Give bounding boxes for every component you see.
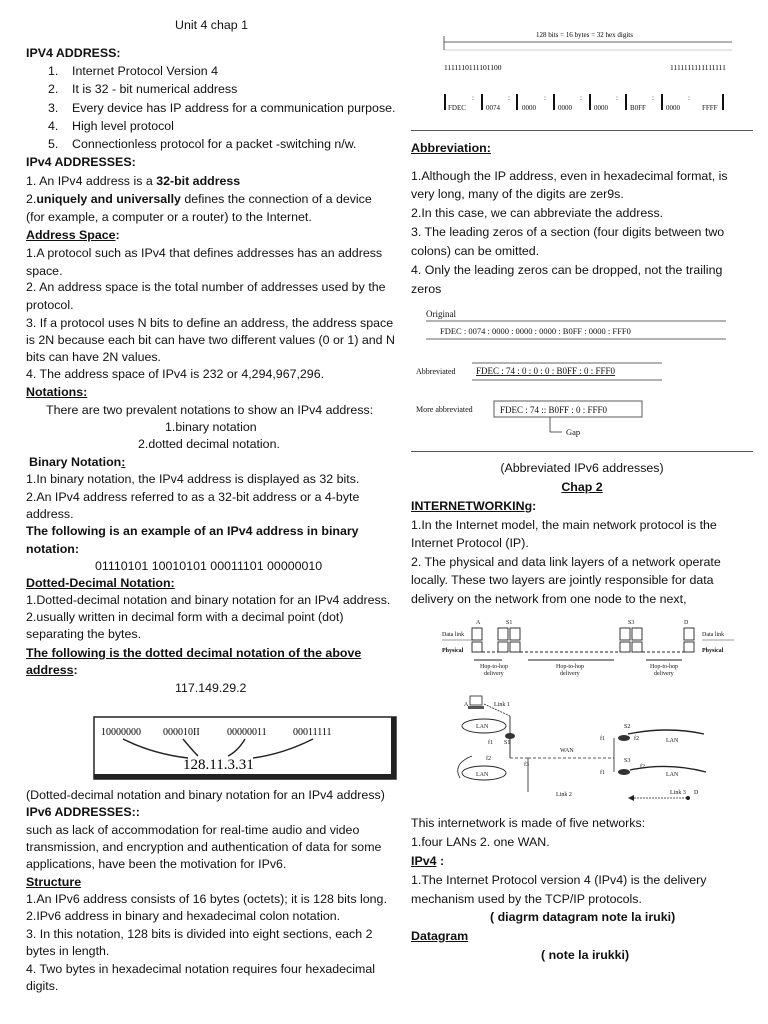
hop-label: delivery — [560, 671, 580, 677]
abbreviation-heading: Abbreviation: — [411, 141, 491, 155]
paragraph-line: 3. The leading zeros of a section (four digits between two — [411, 225, 725, 239]
internetwork-diagram — [438, 616, 740, 804]
layer-label: Data link — [702, 632, 725, 638]
keyboard-icon — [468, 706, 484, 709]
node-label: S1 — [506, 620, 513, 626]
chapter-heading: Chap 2 — [561, 480, 603, 494]
svg-text::: : — [688, 94, 690, 102]
paragraph-line: transmission, and encryption and authentication of data for some — [26, 840, 382, 854]
heading-suffix: g: — [524, 499, 537, 513]
paragraph-line: notation: — [26, 542, 79, 556]
hex-group: B0FF — [630, 104, 646, 112]
paragraph-line: 1.In binary notation, the IPv4 address is displayed as 32 bits. — [26, 472, 360, 486]
dotted-decimal-heading: Dotted-Decimal Notation: — [26, 576, 175, 590]
network-label: LAN — [666, 738, 679, 744]
paragraph-line: 2.dotted decimal notation. — [138, 437, 280, 451]
paragraph-line: applications, have been the motivation for IPv6. — [26, 857, 287, 871]
more-abbreviated-value: FDEC : 74 :: B0FF : 0 : FFF0 — [500, 405, 608, 415]
svg-text::: : — [472, 94, 474, 102]
paragraph-line: address. — [26, 507, 74, 521]
hex-group: 0000 — [666, 104, 680, 112]
binary-example: 01110101 10010101 00011101 00000010 — [95, 559, 323, 573]
network-label: LAN — [476, 772, 489, 778]
paragraph-line: 1.A protocol such as IPv4 that defines addresses has an address — [26, 246, 383, 260]
original-value: FDEC : 0074 : 0000 : 0000 : 0000 : B0FF : 0000 : FFF0 — [440, 326, 631, 336]
network-label: LAN — [666, 772, 679, 778]
paragraph-line: 2.IPv6 address in binary and hexadecimal colon notation. — [26, 909, 341, 923]
computer-icon — [470, 696, 482, 705]
paragraph-line: colons) can be omitted. — [411, 244, 540, 258]
abbreviated-value: FDEC : 74 : 0 : 0 : 0 : B0FF : 0 : FFF0 — [476, 366, 616, 376]
abbreviation-figure — [414, 306, 730, 442]
addresses-line-3: (for example, a computer or a router) to the Internet. — [26, 210, 312, 224]
note-text: ( note la irukki) — [541, 948, 630, 962]
paragraph-line: 2. The physical and data link layers of a network operate — [411, 555, 721, 569]
colon: : — [115, 228, 120, 242]
node-label: A — [464, 702, 469, 708]
list-item: It is 32 - bit numerical address — [72, 82, 238, 96]
addresses-line-2 — [26, 191, 372, 208]
list-item: Connectionless protocol for a packet -switching n/w. — [72, 137, 357, 151]
link-label: Link 3 — [670, 790, 686, 796]
ipv6-addresses-heading: IPv6 ADDRESSES:: — [26, 805, 140, 819]
structure-heading: Structure — [26, 875, 82, 889]
svg-text::: : — [544, 94, 546, 102]
paragraph-line: The following is the dotted decimal notation of the above — [26, 646, 362, 660]
paragraph-line: bits can have 2N values. — [26, 350, 161, 364]
heading-text: Address Space — [26, 228, 116, 242]
svg-text::: : — [652, 94, 654, 102]
layer-label: Physical — [442, 648, 464, 654]
divider — [411, 451, 753, 452]
internetworking-heading — [411, 498, 536, 515]
hop-label: delivery — [654, 671, 674, 677]
svg-text::: : — [580, 94, 582, 102]
paragraph-line: 2.In this case, we can abbreviate the address. — [411, 206, 664, 220]
binary-byte: 000010II — [163, 727, 200, 738]
hex-group: FDEC — [448, 104, 466, 112]
paragraph-line: The following is an example of an IPv4 address in binary — [26, 524, 359, 538]
interface-label: f1 — [600, 736, 605, 742]
heading-text: Binary Notation — [29, 455, 122, 469]
interface-label: f2 — [634, 736, 639, 742]
svg-text::: : — [508, 94, 510, 102]
paragraph-line: 3. In this notation, 128 bits is divided into eight sections, each 2 — [26, 927, 373, 941]
paragraph-line — [26, 662, 78, 679]
colon: : — [121, 455, 126, 469]
ipv6-hex-figure — [440, 28, 732, 120]
bold-text: 32-bit address — [156, 174, 241, 188]
paragraph-line: 4. Only the leading zeros can be dropped, not the trailing — [411, 263, 723, 277]
paragraph-line: mechanism used by the TCP/IP protocols. — [411, 892, 642, 906]
figure-caption: (Abbreviated IPv6 addresses) — [500, 461, 664, 475]
hex-group: 0000 — [522, 104, 536, 112]
paragraph-line: space. — [26, 264, 63, 278]
paragraph-line: 3. If a protocol uses N bits to define an address, the address space — [26, 316, 394, 330]
paragraph-line: bytes in length. — [26, 944, 110, 958]
note-text: ( diagrm datagram note la iruki) — [490, 910, 676, 924]
interface-label: f1 — [488, 740, 493, 746]
list-number: 5. — [48, 137, 59, 151]
interface-label: f2 — [486, 756, 491, 762]
original-label: Original — [426, 309, 456, 319]
list-number: 3. — [48, 101, 59, 115]
text-run: 2. — [26, 192, 37, 206]
page-title: Unit 4 chap 1 — [175, 18, 249, 32]
paragraph-line: 1.The Internet Protocol version 4 (IPv4) is the delivery — [411, 873, 707, 887]
router-icon — [505, 733, 515, 739]
binary-right: 1111111111111111 — [670, 63, 726, 72]
heading-text: IPv4 — [411, 854, 437, 868]
hex-group: 0000 — [594, 104, 608, 112]
interface-label: f2 — [640, 764, 645, 770]
address-space-heading — [26, 227, 120, 244]
paragraph-line: 2.usually written in decimal form with a decimal point (dot) — [26, 610, 344, 624]
paragraph-line: This internetwork is made of five networks: — [411, 816, 646, 830]
text-run: address — [26, 663, 74, 677]
paragraph-line: 1.four LANs 2. one WAN. — [411, 835, 550, 849]
addresses-line-1 — [26, 173, 240, 190]
list-number: 4. — [48, 119, 59, 133]
link-label: Link 2 — [556, 792, 572, 798]
bits-label: 128 bits = 16 bytes = 32 hex digits — [536, 31, 633, 39]
text-run: 1. An IPv4 address is a — [26, 174, 157, 188]
paragraph-line: 2. An address space is the total number of addresses used by the — [26, 280, 386, 294]
ipv4-address-heading: IPV4 ADDRESS: — [26, 46, 121, 60]
list-number: 1. — [48, 64, 59, 78]
layer-label: Physical — [702, 648, 724, 654]
paragraph-line: Internet Protocol (IP). — [411, 536, 529, 550]
more-abbreviated-label: More abbreviated — [416, 405, 473, 414]
list-item: Every device has IP address for a communication purpose. — [72, 101, 396, 115]
paragraph-line: 1.binary notation — [165, 420, 257, 434]
paragraph-line: 4. The address space of IPv4 is 232 or 4,294,967,296. — [26, 367, 325, 381]
figure-caption: (Dotted-decimal notation and binary notation for an IPv4 address) — [26, 788, 385, 802]
text-run: defines the connection of a device — [180, 192, 372, 206]
node-label: S1 — [504, 740, 511, 746]
binary-byte: 10000000 — [101, 727, 141, 738]
network-label: WAN — [560, 748, 574, 754]
list-item: Internet Protocol Version 4 — [72, 64, 219, 78]
hop-label: Hop-to-hop — [480, 664, 508, 670]
paragraph-line: 1.In the Internet model, the main network protocol is the — [411, 518, 717, 532]
colon: : — [436, 854, 445, 868]
paragraph-line: protocol. — [26, 298, 74, 312]
list-item: High level protocol — [72, 119, 174, 133]
hex-group: 0074 — [486, 104, 500, 112]
interface-label: f3 — [524, 762, 529, 768]
router-icon — [618, 735, 630, 741]
paragraph-line: is 2N because each bit can have two different values (0 or 1) and N — [26, 333, 395, 347]
paragraph-line: 4. Two bytes in hexadecimal notation requires four hexadecimal — [26, 962, 375, 976]
binary-byte: 00011111 — [293, 727, 332, 738]
datagram-heading: Datagram — [411, 929, 469, 943]
divider — [411, 130, 753, 131]
notations-heading: Notations: — [26, 385, 88, 399]
heading-text: INTERNETWORKIN — [411, 499, 525, 513]
paragraph-line: zeros — [411, 282, 442, 296]
hop-label: delivery — [484, 671, 504, 677]
paragraph-line: digits. — [26, 979, 59, 993]
list-number: 2. — [48, 82, 59, 96]
binary-notation-heading — [29, 454, 125, 471]
bold-text: uniquely and universally — [36, 192, 181, 206]
ipv4-addresses-heading: IPv4 ADDRESSES: — [26, 155, 136, 169]
paragraph-line: There are two prevalent notations to show an IPv4 address: — [46, 403, 374, 417]
node-label: S3 — [628, 620, 635, 626]
paragraph-line: 1.Although the IP address, even in hexadecimal format, is — [411, 169, 728, 183]
node-label: S2 — [624, 724, 631, 730]
svg-text::: : — [616, 94, 618, 102]
node-label: A — [476, 620, 481, 626]
paragraph-line: 1.An IPv6 address consists of 16 bytes (octets); it is 128 bits long. — [26, 892, 387, 906]
dotted-decimal-figure — [93, 716, 397, 780]
node-label: S3 — [624, 758, 631, 764]
paragraph-line: locally. These two layers are jointly responsible for data — [411, 573, 714, 587]
layer-label: Data link — [442, 632, 465, 638]
paragraph-line: 1.Dotted-decimal notation and binary notation for an IPv4 address. — [26, 593, 391, 607]
paragraph-line: separating the bytes. — [26, 627, 142, 641]
binary-byte: 00000011 — [227, 727, 267, 738]
hex-group: FFFF — [702, 104, 718, 112]
dotted-value: 128.11.3.31 — [183, 757, 254, 773]
paragraph-line: 2.An IPv4 address referred to as a 32-bit address or a 4-byte — [26, 490, 360, 504]
hop-label: Hop-to-hop — [556, 664, 584, 670]
paragraph-line: delivery on the network from one node to the next, — [411, 592, 687, 606]
node-label: D — [694, 790, 699, 796]
colon: : — [73, 663, 78, 677]
gap-label: Gap — [566, 427, 581, 437]
hex-group: 0000 — [558, 104, 572, 112]
paragraph-line: very long, many of the digits are zer9s. — [411, 187, 624, 201]
paragraph-line: such as lack of accommodation for real-time audio and video — [26, 823, 360, 837]
node-label: D — [684, 620, 689, 626]
link-label: Link 1 — [494, 702, 510, 708]
hop-label: Hop-to-hop — [650, 664, 678, 670]
ipv4-heading — [411, 853, 444, 870]
dotted-example: 117.149.29.2 — [175, 681, 247, 695]
network-label: LAN — [476, 724, 489, 730]
interface-label: f1 — [600, 770, 605, 776]
router-icon — [618, 769, 630, 775]
binary-left: 1111110111101100 — [444, 63, 502, 72]
abbreviated-label: Abbreviated — [416, 367, 456, 376]
